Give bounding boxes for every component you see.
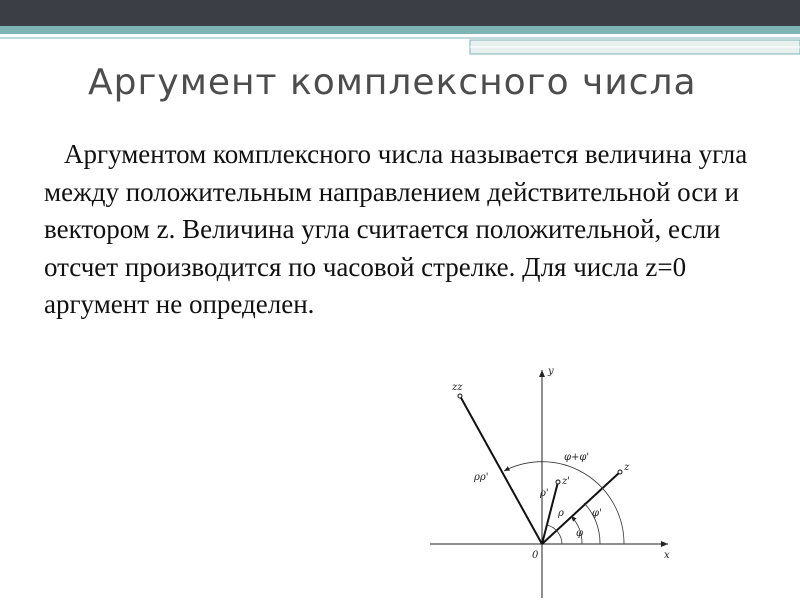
- complex-argument-diagram: [420, 362, 680, 600]
- label-x: x: [664, 550, 670, 561]
- label-phi: φ: [576, 528, 584, 539]
- label-rho-rho-prime: ρρ': [474, 472, 489, 483]
- slide-title: Аргумент комплексного числа: [88, 62, 697, 103]
- slide-paragraph: Аргументом комплексного числа называется величина угла между положительным направлением действительной оси и вектором z. Величина угла считается положительной, если отсчет производится по часовой стрелке. Для числа z=0 аргумент не определен.: [44, 139, 748, 319]
- label-rho-prime: ρ': [540, 488, 549, 499]
- label-origin: 0: [532, 550, 539, 561]
- label-z-prime: z': [562, 476, 571, 487]
- label-z: z: [624, 462, 630, 473]
- label-rho: ρ: [558, 508, 564, 519]
- label-zz: zz: [452, 382, 463, 393]
- label-phi-prime: φ': [592, 508, 602, 519]
- header-decoration: [0, 0, 800, 60]
- arc-phi-plus-phi-prime: [504, 462, 624, 544]
- label-phi-plus-phi-prime: φ+φ': [564, 452, 590, 463]
- vector-zz: [460, 396, 542, 544]
- label-y: y: [548, 366, 554, 377]
